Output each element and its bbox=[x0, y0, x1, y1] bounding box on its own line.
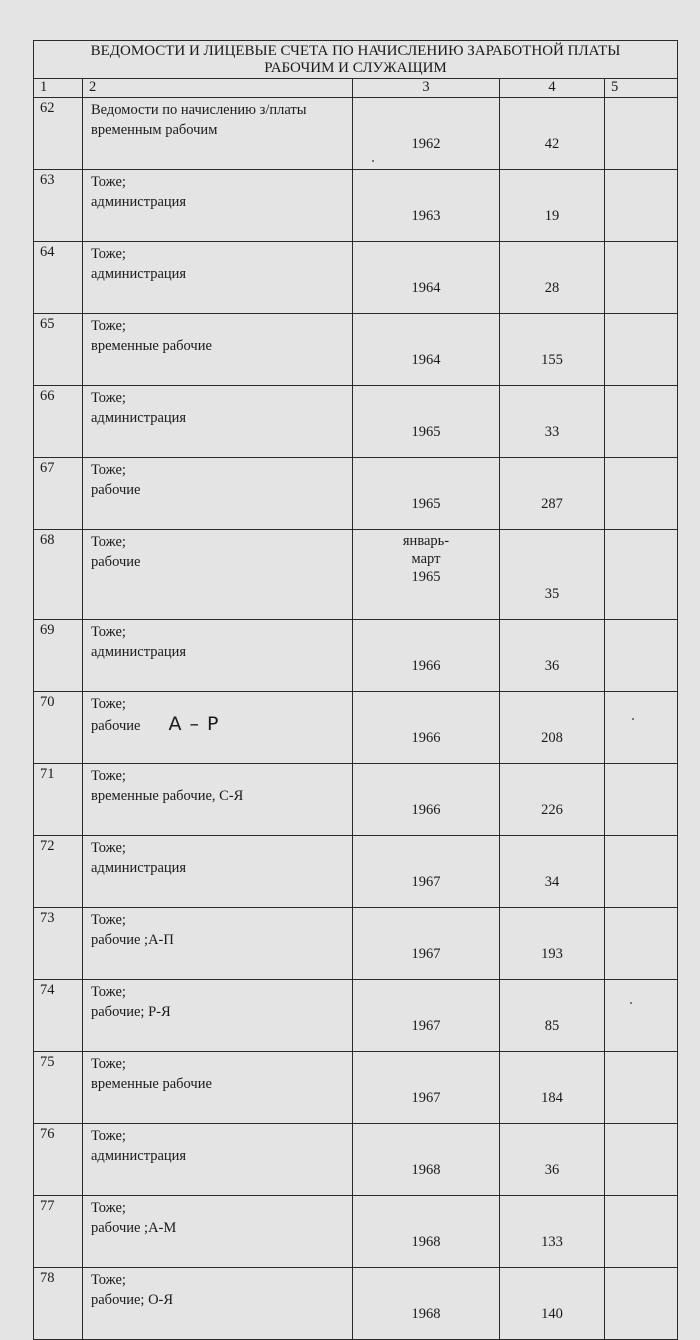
table-row bbox=[34, 458, 678, 530]
notes-cell bbox=[605, 1268, 678, 1340]
description-line-2-text: администрация bbox=[91, 194, 187, 210]
sheet-count: 33 bbox=[500, 386, 605, 458]
description-line-2-text: временные рабочие bbox=[91, 338, 212, 354]
record-year: 1964 bbox=[353, 314, 500, 386]
sheet-count: 28 bbox=[500, 242, 605, 314]
archive-sheet bbox=[33, 40, 677, 1340]
description-line-2 bbox=[91, 930, 352, 950]
description-line-2 bbox=[91, 408, 352, 428]
record-year: 1964 bbox=[353, 242, 500, 314]
row-number: 62 bbox=[34, 98, 83, 170]
notes-cell bbox=[605, 908, 678, 980]
table-title bbox=[34, 41, 678, 79]
title-line-1: ВЕДОМОСТИ И ЛИЦЕВЫЕ СЧЕТА ПО НАЧИСЛЕНИЮ ЗАРАБОТНОЙ ПЛАТЫ bbox=[90, 43, 621, 59]
sheet-count: 193 bbox=[500, 908, 605, 980]
row-number: 68 bbox=[34, 530, 83, 620]
table-row bbox=[34, 242, 678, 314]
record-year: 1966 bbox=[353, 764, 500, 836]
record-year: 1967 bbox=[353, 980, 500, 1052]
row-number: 63 bbox=[34, 170, 83, 242]
description-line-1: Тоже; bbox=[91, 1272, 126, 1288]
title-line-2: РАБОЧИМ И СЛУЖАЩИМ bbox=[264, 60, 447, 76]
sheet-count: 140 bbox=[500, 1268, 605, 1340]
description-line-2 bbox=[91, 264, 352, 284]
record-description bbox=[83, 1052, 353, 1124]
table-row bbox=[34, 620, 678, 692]
notes-cell bbox=[605, 530, 678, 620]
row-number: 75 bbox=[34, 1052, 83, 1124]
description-line-2-text: рабочие ;А-П bbox=[91, 932, 174, 948]
notes-cell bbox=[605, 386, 678, 458]
notes-cell bbox=[605, 980, 678, 1052]
record-description bbox=[83, 314, 353, 386]
row-number: 70 bbox=[34, 692, 83, 764]
description-line-2-text: рабочие bbox=[91, 554, 141, 570]
description-line-2 bbox=[91, 1218, 352, 1238]
table-row bbox=[34, 980, 678, 1052]
description-line-1: Тоже; bbox=[91, 390, 126, 406]
description-line-1: Тоже; bbox=[91, 1056, 126, 1072]
table-row bbox=[34, 1268, 678, 1340]
description-line-2 bbox=[91, 786, 352, 806]
row-number: 72 bbox=[34, 836, 83, 908]
column-header-3: 3 bbox=[353, 79, 500, 98]
sheet-count: 155 bbox=[500, 314, 605, 386]
row-number: 71 bbox=[34, 764, 83, 836]
record-description bbox=[83, 764, 353, 836]
description-line-2-text: рабочие bbox=[91, 718, 141, 734]
description-line-2 bbox=[91, 192, 352, 212]
record-description bbox=[83, 170, 353, 242]
sheet-count: 226 bbox=[500, 764, 605, 836]
description-line-1: Тоже; bbox=[91, 696, 126, 712]
sheet-count: 85 bbox=[500, 980, 605, 1052]
column-header-row bbox=[34, 79, 678, 98]
year-year-line1: январь- bbox=[402, 533, 450, 549]
record-year: 1966 bbox=[353, 692, 500, 764]
record-year: 1965 bbox=[353, 458, 500, 530]
description-line-2-text: администрация bbox=[91, 644, 187, 660]
row-number: 78 bbox=[34, 1268, 83, 1340]
description-line-1: Тоже; bbox=[91, 624, 126, 640]
description-line-2-text: временным рабочим bbox=[91, 122, 218, 138]
description-line-1: Тоже; bbox=[91, 984, 126, 1000]
record-year: 1968 bbox=[353, 1196, 500, 1268]
column-header-4: 4 bbox=[500, 79, 605, 98]
record-description bbox=[83, 1196, 353, 1268]
row-number: 66 bbox=[34, 386, 83, 458]
notes-cell bbox=[605, 620, 678, 692]
description-line-2 bbox=[91, 1074, 352, 1094]
description-line-1: Тоже; bbox=[91, 246, 126, 262]
table-row bbox=[34, 386, 678, 458]
sheet-count: 36 bbox=[500, 1124, 605, 1196]
record-description bbox=[83, 1124, 353, 1196]
description-line-2 bbox=[91, 336, 352, 356]
table-row bbox=[34, 1124, 678, 1196]
notes-cell bbox=[605, 836, 678, 908]
record-year: 1968 bbox=[353, 1268, 500, 1340]
notes-cell bbox=[605, 1196, 678, 1268]
description-line-1: Тоже; bbox=[91, 534, 126, 550]
record-year: 1965 bbox=[353, 386, 500, 458]
description-line-2 bbox=[91, 1290, 352, 1310]
description-line-1: Тоже; bbox=[91, 1200, 126, 1216]
description-line-2-text: администрация bbox=[91, 1148, 187, 1164]
row-number: 64 bbox=[34, 242, 83, 314]
record-description bbox=[83, 98, 353, 170]
description-line-2 bbox=[91, 858, 352, 878]
table-row bbox=[34, 764, 678, 836]
table-row bbox=[34, 170, 678, 242]
record-year: 1967 bbox=[353, 836, 500, 908]
row-number: 74 bbox=[34, 980, 83, 1052]
notes-cell bbox=[605, 458, 678, 530]
record-description bbox=[83, 692, 353, 764]
description-line-2-text: администрация bbox=[91, 266, 187, 282]
description-line-1: Ведомости по начислению з/платы bbox=[91, 102, 307, 118]
description-line-1: Тоже; bbox=[91, 912, 126, 928]
description-line-2 bbox=[91, 714, 352, 736]
notes-cell bbox=[605, 1124, 678, 1196]
record-description bbox=[83, 242, 353, 314]
scan-speck bbox=[632, 718, 634, 720]
description-line-1: Тоже; bbox=[91, 462, 126, 478]
description-line-2-text: временные рабочие, С-Я bbox=[91, 788, 244, 804]
description-line-2 bbox=[91, 642, 352, 662]
description-line-2-text: рабочие ;А-М bbox=[91, 1220, 177, 1236]
record-description bbox=[83, 980, 353, 1052]
notes-cell bbox=[605, 242, 678, 314]
description-line-2 bbox=[91, 1002, 352, 1022]
description-line-1: Тоже; bbox=[91, 840, 126, 856]
table-row bbox=[34, 1052, 678, 1124]
record-year: 1963 bbox=[353, 170, 500, 242]
sheet-count: 42 bbox=[500, 98, 605, 170]
record-year: 1966 bbox=[353, 620, 500, 692]
notes-cell bbox=[605, 692, 678, 764]
sheet-count: 34 bbox=[500, 836, 605, 908]
table-row bbox=[34, 1196, 678, 1268]
record-description bbox=[83, 458, 353, 530]
notes-cell bbox=[605, 170, 678, 242]
record-year: 1968 bbox=[353, 1124, 500, 1196]
year-year-line2: март bbox=[411, 551, 441, 567]
table-row bbox=[34, 98, 678, 170]
table-row bbox=[34, 314, 678, 386]
table-row bbox=[34, 908, 678, 980]
handwritten-note: А – Р bbox=[168, 713, 220, 735]
sheet-count: 208 bbox=[500, 692, 605, 764]
sheet-count: 184 bbox=[500, 1052, 605, 1124]
row-number: 67 bbox=[34, 458, 83, 530]
sheet-count: 35 bbox=[500, 530, 605, 620]
description-line-2-text: рабочие; О-Я bbox=[91, 1292, 174, 1308]
description-line-1: Тоже; bbox=[91, 174, 126, 190]
table-row bbox=[34, 692, 678, 764]
record-year: 1967 bbox=[353, 1052, 500, 1124]
description-line-2-text: временные рабочие bbox=[91, 1076, 212, 1092]
description-line-2-text: администрация bbox=[91, 410, 187, 426]
description-line-1: Тоже; bbox=[91, 318, 126, 334]
sheet-count: 19 bbox=[500, 170, 605, 242]
description-line-2 bbox=[91, 1146, 352, 1166]
row-number: 65 bbox=[34, 314, 83, 386]
record-year: 1962 bbox=[353, 98, 500, 170]
record-description bbox=[83, 620, 353, 692]
column-header-5: 5 bbox=[605, 79, 678, 98]
payroll-inventory-table bbox=[33, 40, 678, 1340]
record-description bbox=[83, 836, 353, 908]
sheet-count: 133 bbox=[500, 1196, 605, 1268]
description-line-2 bbox=[91, 552, 352, 572]
description-line-2-text: рабочие bbox=[91, 482, 141, 498]
description-line-1: Тоже; bbox=[91, 768, 126, 784]
notes-cell bbox=[605, 764, 678, 836]
notes-cell bbox=[605, 314, 678, 386]
sheet-count: 287 bbox=[500, 458, 605, 530]
row-number: 69 bbox=[34, 620, 83, 692]
column-header-1: 1 bbox=[34, 79, 83, 98]
notes-cell bbox=[605, 1052, 678, 1124]
row-number: 73 bbox=[34, 908, 83, 980]
year-year: 1965 bbox=[411, 569, 441, 585]
record-description bbox=[83, 1268, 353, 1340]
sheet-count: 36 bbox=[500, 620, 605, 692]
record-description bbox=[83, 530, 353, 620]
record-description bbox=[83, 386, 353, 458]
row-number: 76 bbox=[34, 1124, 83, 1196]
column-header-2: 2 bbox=[83, 79, 353, 98]
description-line-2 bbox=[91, 120, 352, 140]
row-number: 77 bbox=[34, 1196, 83, 1268]
description-line-2-text: администрация bbox=[91, 860, 187, 876]
record-description bbox=[83, 908, 353, 980]
description-line-1: Тоже; bbox=[91, 1128, 126, 1144]
scan-speck bbox=[372, 160, 374, 162]
table-row bbox=[34, 836, 678, 908]
table-row bbox=[34, 530, 678, 620]
record-year: 1967 bbox=[353, 908, 500, 980]
scan-speck bbox=[630, 1002, 632, 1004]
description-line-2-text: рабочие; Р-Я bbox=[91, 1004, 171, 1020]
record-year bbox=[353, 530, 500, 620]
description-line-2 bbox=[91, 480, 352, 500]
notes-cell bbox=[605, 98, 678, 170]
